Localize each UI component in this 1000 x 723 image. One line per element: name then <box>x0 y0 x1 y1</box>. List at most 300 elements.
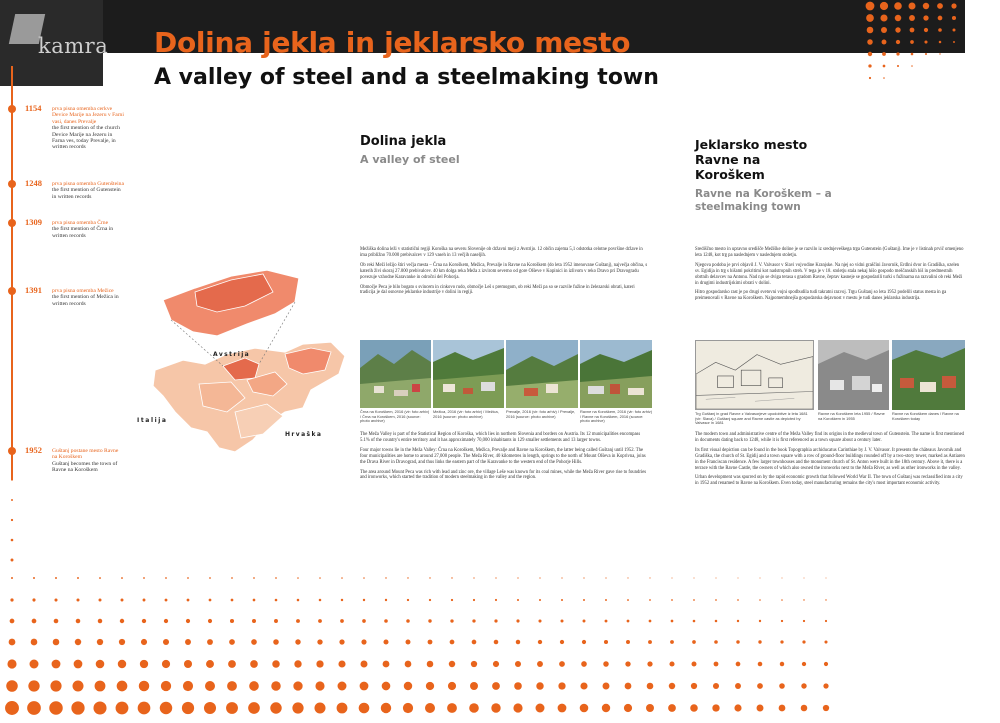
photo-caption: Trg Guštanj in grad Ravne z Valvasorjeve upodobitve iz leta 1681 (vir: Slava) / Guštanj square and Ravne castle as depicted by Valvasor in 1681 <box>695 411 808 426</box>
halftone-dot <box>580 704 589 713</box>
halftone-dot <box>516 619 519 622</box>
halftone-dot <box>668 704 676 712</box>
halftone-dot <box>292 702 303 713</box>
halftone-dot <box>183 681 193 691</box>
halftone-dot <box>74 660 83 669</box>
halftone-dot <box>713 683 719 689</box>
halftone-dot <box>471 661 477 667</box>
halftone-dot <box>473 599 475 601</box>
halftone-dot <box>75 639 81 645</box>
halftone-dot <box>603 661 609 667</box>
halftone-dot <box>869 77 871 79</box>
timeline-description: the first mention of Črna in written records <box>52 226 114 239</box>
halftone-dot <box>560 640 564 644</box>
halftone-dot <box>54 619 59 624</box>
halftone-dot <box>561 599 563 601</box>
halftone-dot <box>274 619 278 623</box>
timeline-entry <box>52 448 124 474</box>
timeline-entry <box>52 220 124 239</box>
halftone-dot <box>605 620 608 623</box>
halftone-dot <box>649 599 651 601</box>
halftone-dot <box>361 639 366 644</box>
halftone-dot <box>163 639 169 645</box>
photo-caption: Ravne na Koroškem leta 1955 / Ravne na Koroškem in 1955 <box>818 411 885 421</box>
halftone-dot <box>514 682 522 690</box>
halftone-dot <box>251 639 257 645</box>
halftone-dot <box>495 599 497 601</box>
halftone-dot <box>426 682 434 690</box>
halftone-dot <box>472 619 475 622</box>
halftone-dot <box>714 662 719 667</box>
halftone-dot <box>231 577 233 579</box>
halftone-dot <box>76 619 81 624</box>
halftone-dot <box>231 599 234 602</box>
halftone-dot <box>140 660 148 668</box>
halftone-dot <box>649 577 650 578</box>
halftone-dot <box>253 599 256 602</box>
halftone-dot <box>96 660 105 669</box>
halftone-dot <box>384 619 388 623</box>
halftone-dot <box>883 77 885 79</box>
halftone-dot <box>494 619 497 622</box>
halftone-dot <box>538 640 542 644</box>
halftone-dot <box>116 702 129 715</box>
halftone-dot <box>363 577 365 579</box>
halftone-dot <box>404 682 412 690</box>
halftone-dot <box>692 640 696 644</box>
timeline-dot <box>8 287 16 295</box>
paragraph: The area around Mount Peca was rich with lead and zinc ore, the village Leše was known for its coal mines, while the Meža River gave rise to foundries and ironworks, which started the tradition of modern steelmaking in the valley and the region. <box>360 469 647 481</box>
halftone-dot <box>252 619 256 623</box>
halftone-dot <box>182 702 194 714</box>
paragraph: Urban development was spurred on by the rapid economic growth that followed World War II. The town of Guštanj was reclassified into a city in 1952 and renamed to Ravne na Koroškem. Even today, steel manufacturing remains the city's most important economic activity. <box>695 475 963 487</box>
paragraph: Območje Peca je bilo bogato s svincem in cinkovo rudo, območje Leš s premogom, ob reki Meži pa so se razvile fužine in železarski obrati, kateri tradicija je dal osnovne jeklarske industrije v dolini in regiji. <box>360 284 635 296</box>
halftone-dot <box>11 519 13 521</box>
section1-text-sl <box>360 247 650 296</box>
halftone-dot <box>712 704 719 711</box>
halftone-dot <box>670 640 674 644</box>
halftone-dot <box>669 661 674 666</box>
halftone-dot <box>580 682 587 689</box>
halftone-dot <box>538 619 541 622</box>
photo-crna <box>360 340 431 408</box>
halftone-dot <box>824 662 828 666</box>
halftone-dot <box>250 660 258 668</box>
halftone-dot <box>516 640 520 644</box>
halftone-dot <box>647 683 654 690</box>
halftone-dot <box>558 704 567 713</box>
halftone-dot <box>448 682 456 690</box>
halftone-dot <box>208 619 212 623</box>
label-austria: Avstrija <box>213 351 251 358</box>
halftone-dot <box>11 577 13 579</box>
paragraph: Mežiška dolina leži v statistični regiji Koroška na severu Slovenije ob državni meji z Avstrijo. 12 občin zajema 5,1 odstotka celotne površine države in ima približno 70.000 prebivalcev v 129 vaseh in 13 večjih naseljih. <box>360 247 643 258</box>
halftone-dot <box>779 705 786 712</box>
halftone-dot <box>97 639 103 645</box>
timeline-dot <box>8 180 16 188</box>
halftone-dot <box>671 577 672 578</box>
page-title-slovene: Dolina jekla in jeklarsko mesto <box>154 26 631 59</box>
halftone-dot <box>759 599 761 601</box>
halftone-dot <box>142 619 146 623</box>
timeline-dot <box>8 219 16 227</box>
halftone-dot <box>318 619 322 623</box>
halftone-dot <box>823 683 828 688</box>
halftone-dot <box>691 683 697 689</box>
halftone-dot <box>314 702 325 713</box>
halftone-dot <box>406 640 411 645</box>
halftone-dot <box>407 599 409 601</box>
section2-text-en <box>695 432 965 487</box>
section2-subheading: Ravne na Koroškem – a steelmaking town <box>695 188 832 213</box>
photo-caption: Mežica, 2016 (vir: foto arhiv) / Mežica, 2016 (source: photo archive) <box>433 409 499 419</box>
halftone-dot <box>647 661 652 666</box>
photo-ravne <box>580 340 652 408</box>
halftone-dot <box>735 683 741 689</box>
halftone-dot <box>803 620 805 622</box>
halftone-dot <box>427 661 434 668</box>
timeline-description: the first mention of the church Device Marije na Jezeru in Farna ves, today Prevalje, in written records <box>52 125 120 151</box>
halftone-dot <box>868 64 871 67</box>
halftone-dot <box>316 660 323 667</box>
halftone-dot <box>517 577 518 578</box>
halftone-dot <box>447 703 457 713</box>
halftone-dot <box>451 599 453 601</box>
halftone-dot <box>494 640 499 645</box>
timeline-highlight: prva pisna omemba Mežice <box>52 288 114 294</box>
halftone-dot <box>99 599 102 602</box>
halftone-dot <box>7 659 16 668</box>
halftone-dot <box>671 620 674 623</box>
halftone-dot <box>340 619 344 623</box>
halftone-dot <box>187 577 189 579</box>
halftone-dot <box>714 640 718 644</box>
halftone-dot <box>801 683 806 688</box>
timeline-year: 1309 <box>25 217 42 227</box>
halftone-dot <box>825 620 827 622</box>
halftone-dot <box>295 639 300 644</box>
halftone-dot <box>757 705 764 712</box>
halftone-dot <box>473 577 474 578</box>
halftone-dot <box>249 681 259 691</box>
halftone-dot <box>780 640 783 643</box>
halftone-dot <box>383 661 390 668</box>
halftone-dot <box>649 620 652 623</box>
halftone-dot <box>382 682 391 691</box>
halftone-dot <box>319 599 322 602</box>
halftone-dot <box>737 620 739 622</box>
halftone-dot <box>33 577 35 579</box>
halftone-dot <box>385 577 386 578</box>
halftone-dot <box>626 640 630 644</box>
halftone-dot <box>337 703 348 714</box>
halftone-dot <box>759 620 761 622</box>
halftone-dot <box>824 640 827 643</box>
halftone-dot <box>363 599 365 601</box>
halftone-dot <box>560 619 563 622</box>
halftone-dot <box>449 661 455 667</box>
halftone-dot <box>341 577 343 579</box>
photo-caption: Prevalje, 2016 (vir: foto arhiv) / Prevalje, 2016 (source: photo archive) <box>506 409 576 419</box>
halftone-dot <box>383 639 388 644</box>
halftone-dot <box>99 577 101 579</box>
halftone-dot <box>205 681 215 691</box>
halftone-dot <box>513 703 522 712</box>
halftone-dot <box>315 681 324 690</box>
halftone-dot <box>143 599 146 602</box>
paragraph: Four major towns lie in the Meža Valley: Črna na Koroškem, Mežica, Prevalje and Ravne na Koroškem, the latter being called Guštanj until 1952. The four municipalities are home to around 27,000 people. The Meža River, 40 kilometres in length, springs to the north of Mount Olševa in Koprivna, joins the Drava River in Dravograd, and thus links the eastern part of the Karavanke to the western end of the Pohorje Hills. <box>360 447 646 465</box>
halftone-dot <box>802 662 806 666</box>
halftone-dot <box>604 640 608 644</box>
halftone-dot <box>625 661 630 666</box>
photo-ravne-today <box>892 340 965 410</box>
halftone-dot <box>583 577 584 578</box>
engraving-valvasor <box>695 340 814 410</box>
halftone-dot <box>671 599 673 601</box>
timeline-line <box>11 66 13 480</box>
halftone-dot <box>362 619 366 623</box>
halftone-dot <box>627 599 629 601</box>
halftone-dot <box>339 639 344 644</box>
timeline-highlight: prva pisna omemba cerkve Device Marije na Jezeru v Farni vasi, danes Prevalje <box>52 106 124 125</box>
paragraph: Hitro gospodarsko rast je po drugi svetovni vojni spodbudila tudi takratni razvoj. Trgu Guštanj so leta 1952 podelili status mesta in ga preimenovali v Ravne na Koroškem. Najpomembnejša gospodarska dejavnost v mestu je tudi danes jeklarska industrija. <box>695 290 947 302</box>
halftone-dot <box>275 577 277 579</box>
halftone-dot <box>911 53 914 56</box>
halftone-dot <box>360 682 369 691</box>
halftone-dot <box>425 703 435 713</box>
halftone-dot <box>164 619 168 623</box>
halftone-dot <box>77 577 79 579</box>
section1-heading: Dolina jekla <box>360 134 447 149</box>
section1-subheading: A valley of steel <box>360 153 460 166</box>
section2-heading: Jeklarsko mesto Ravne na Koroškem <box>695 137 808 182</box>
halftone-dot <box>275 599 278 602</box>
halftone-dot <box>165 577 167 579</box>
halftone-dot <box>138 702 151 715</box>
halftone-dot <box>429 599 431 601</box>
halftone-dot <box>50 680 61 691</box>
timeline-description: the first mention of Mežica in written records <box>52 294 119 307</box>
halftone-dot <box>385 599 387 601</box>
halftone-dot <box>143 577 145 579</box>
halftone-dot <box>294 660 301 667</box>
halftone-dot <box>381 703 391 713</box>
halftone-dot <box>428 640 433 645</box>
halftone-dot <box>559 661 565 667</box>
halftone-dot <box>206 660 214 668</box>
halftone-dot <box>11 539 14 542</box>
halftone-dot <box>780 662 784 666</box>
halftone-dot <box>539 599 541 601</box>
halftone-dot <box>11 559 14 562</box>
timeline-year: 1248 <box>25 178 42 188</box>
logo-text: kamra <box>38 34 109 58</box>
halftone-dot <box>76 598 79 601</box>
halftone-dot <box>271 681 280 690</box>
halftone-dot <box>692 662 697 667</box>
halftone-dot <box>10 619 15 624</box>
halftone-dot <box>297 599 300 602</box>
halftone-dot <box>54 598 57 601</box>
paragraph: The Meža Valley is part of the Statistical Region of Koroška, which lies in northern Slovenia and borders on Austria. Its 12 municipalities encompass 5.1% of the country's entire territory and it has approximately 70,000 inhabitants in 129 smaller settlements and 13 larger towns. <box>360 432 641 443</box>
photo-prevalje <box>506 340 578 408</box>
halftone-dot <box>338 660 345 667</box>
halftone-dot <box>139 681 149 691</box>
halftone-dot <box>117 681 128 692</box>
halftone-dot <box>823 705 829 711</box>
photo-caption: Ravne na Koroškem danes / Ravne na Koroškem today <box>892 411 959 421</box>
halftone-dot <box>207 639 213 645</box>
halftone-dot <box>826 578 827 579</box>
paragraph: Its first visual depiction can be found in the book Topographia archiducatus Carinthiae by J. V. Valvasor. It presents the châteaux Javornik and Gradiška, the church of St. Egidij and a town square with a row of ground-floor buildings rounded off by a two-story tower, marked as Antiaren in the Franciscan residence. A few larger townhouses and the monument church of St. Anton were built in the 18th century. Above it, there is a terrace with the Ravne Castle, the owners of which also owned the ironworks next to the Meža River, as well as other ironworks in the valley. <box>695 447 965 471</box>
halftone-dot <box>515 661 521 667</box>
halftone-dot <box>469 703 479 713</box>
halftone-dot <box>165 599 168 602</box>
halftone-dot <box>561 577 562 578</box>
timeline-entry <box>52 288 124 307</box>
halftone-dot <box>98 619 102 623</box>
halftone-dot <box>160 702 172 714</box>
halftone-dot <box>209 577 211 579</box>
halftone-dot <box>248 702 260 714</box>
timeline-highlight: prva pisna omemba Črne <box>52 220 109 226</box>
halftone-dot <box>209 599 212 602</box>
timeline-year: 1952 <box>25 445 42 455</box>
photo-caption: Črna na Koroškem, 2016 (vir: foto arhiv) / Črna na Koroškem, 2016 (source: photo archive) <box>360 409 430 424</box>
halftone-dot <box>121 599 124 602</box>
halftone-dot <box>781 620 783 622</box>
halftone-dot <box>227 681 237 691</box>
halftone-dot <box>472 640 477 645</box>
halftone-dot <box>782 578 783 579</box>
map-graphic <box>135 262 350 477</box>
timeline-description: the first mention of Gutenstein in written records <box>52 187 121 200</box>
halftone-dot <box>583 620 586 623</box>
halftone-dot <box>270 702 281 713</box>
halftone-dot <box>648 640 652 644</box>
halftone-dot <box>627 577 628 578</box>
slovenia-region-map <box>135 262 350 477</box>
halftone-dot <box>428 619 431 622</box>
halftone-dot <box>736 640 739 643</box>
timeline-highlight: prva pisna omemba Gutenšteina <box>52 181 124 187</box>
halftone-dot <box>804 578 805 579</box>
halftone-dot <box>403 703 413 713</box>
halftone-dot <box>825 599 826 600</box>
halftone-dot <box>28 680 39 691</box>
halftone-dot <box>297 577 299 579</box>
halftone-dot <box>603 683 610 690</box>
halftone-dot <box>53 639 60 646</box>
halftone-dot <box>9 639 16 646</box>
halftone-dot <box>451 577 452 578</box>
halftone-dot <box>883 65 886 68</box>
halftone-dot <box>605 599 607 601</box>
halftone-dot <box>406 619 410 623</box>
halftone-dot <box>693 577 694 578</box>
halftone-dot <box>493 661 499 667</box>
halftone-dot <box>646 704 654 712</box>
halftone-dot <box>317 639 322 644</box>
halftone-dot <box>230 619 234 623</box>
timeline-description: Guštanj becomes the town of Ravne na Koroškem <box>52 460 118 474</box>
halftone-dot <box>319 577 321 579</box>
halftone-dot <box>736 662 741 667</box>
halftone-dot <box>897 65 899 67</box>
timeline-highlight: Guštanj postane mesto Ravne na Koroškem <box>52 448 119 461</box>
halftone-dot <box>429 577 430 578</box>
photo-ravne-historic <box>818 340 889 410</box>
halftone-dot <box>31 639 38 646</box>
halftone-dot <box>32 619 37 624</box>
photo-caption: Ravne na Koroškem, 2016 (vir: foto arhiv) / Ravne na Koroškem, 2016 (source: photo archive) <box>580 409 653 424</box>
halftone-dot <box>536 682 543 689</box>
halftone-dot <box>272 660 280 668</box>
halftone-dot <box>162 660 170 668</box>
halftone-dot <box>253 577 255 579</box>
halftone-dot <box>627 620 630 623</box>
halftone-dot <box>693 599 695 601</box>
halftone-dot <box>361 661 368 668</box>
halftone-dot <box>925 53 927 55</box>
halftone-dot <box>229 639 235 645</box>
halftone-dot <box>911 65 913 67</box>
halftone-dot <box>737 599 739 601</box>
halftone-dot <box>450 640 455 645</box>
section1-text-en <box>360 432 650 481</box>
halftone-dot <box>161 681 171 691</box>
halftone-dot <box>624 704 632 712</box>
kamra-logo <box>0 0 109 86</box>
halftone-dot <box>55 577 57 579</box>
halftone-dot <box>669 683 675 689</box>
timeline-year: 1391 <box>25 285 42 295</box>
halftone-dot <box>407 577 408 578</box>
halftone-dot <box>118 660 126 668</box>
halftone-dot <box>10 598 13 601</box>
paragraph: Njegova podoba je prvi objavil J. V. Valvasor v Slavi vojvodine Kranjske. Na njej so vidni graščini Javornik, Erdlni dvor in Gradiška, ozelen sv. Egidija in trg s hišami pokritimi kot nadstropnih streh. V tega je v 18. stoletju stala nekaj hišo gospodo meščanskih hiš in predmestnih obrtnih delavcev na Antonu. Nad njo se dviga terasa s gradom Ravne, čeprav kasneje se gospodarili turki s fužinarna na razvalini ob reki Meži in drugimi industrijskimi obrati v dolini. <box>695 262 963 286</box>
halftone-dot <box>226 702 238 714</box>
halftone-dot <box>296 619 300 623</box>
halftone-dot <box>803 599 804 600</box>
halftone-dot <box>405 661 412 668</box>
halftone-dot <box>119 639 125 645</box>
halftone-dot <box>734 704 741 711</box>
halftone-dot <box>715 620 718 623</box>
timeline-dot <box>8 447 16 455</box>
halftone-dot <box>95 681 106 692</box>
halftone-dot <box>781 599 783 601</box>
photo-mezica <box>433 340 504 408</box>
timeline-entry <box>52 106 124 151</box>
halftone-dot <box>141 639 147 645</box>
halftone-dot <box>6 680 18 692</box>
halftone-dot <box>802 640 805 643</box>
halftone-dot <box>49 701 62 714</box>
paragraph: The modern town and administrative centre of the Meža Valley find its origins in the medieval town of Gutenstein. The name is first mentioned in documents dating back to 1248, while it is first referenced as a town square about a century later. <box>695 432 965 443</box>
timeline-entry <box>52 181 124 200</box>
halftone-dot <box>71 701 84 714</box>
paragraph: Središčno mesto in upravno središče Mežiške doline je se razvilo iz srednjeveškega trga Gutenstein (Guštanj). Ime je v listinah prvič omenjeno leta 1248, kot trg pa naslednjem v naslednjem stoletju. <box>695 247 964 258</box>
halftone-dot <box>583 599 585 601</box>
halftone-dot <box>491 703 500 712</box>
halftone-dot <box>693 620 696 623</box>
page-title-english: A valley of steel and a steelmaking town <box>154 65 659 90</box>
halftone-dot <box>184 660 192 668</box>
halftone-dot <box>715 599 717 601</box>
label-croatia: Hrvaška <box>285 431 323 438</box>
halftone-dot <box>121 577 123 579</box>
